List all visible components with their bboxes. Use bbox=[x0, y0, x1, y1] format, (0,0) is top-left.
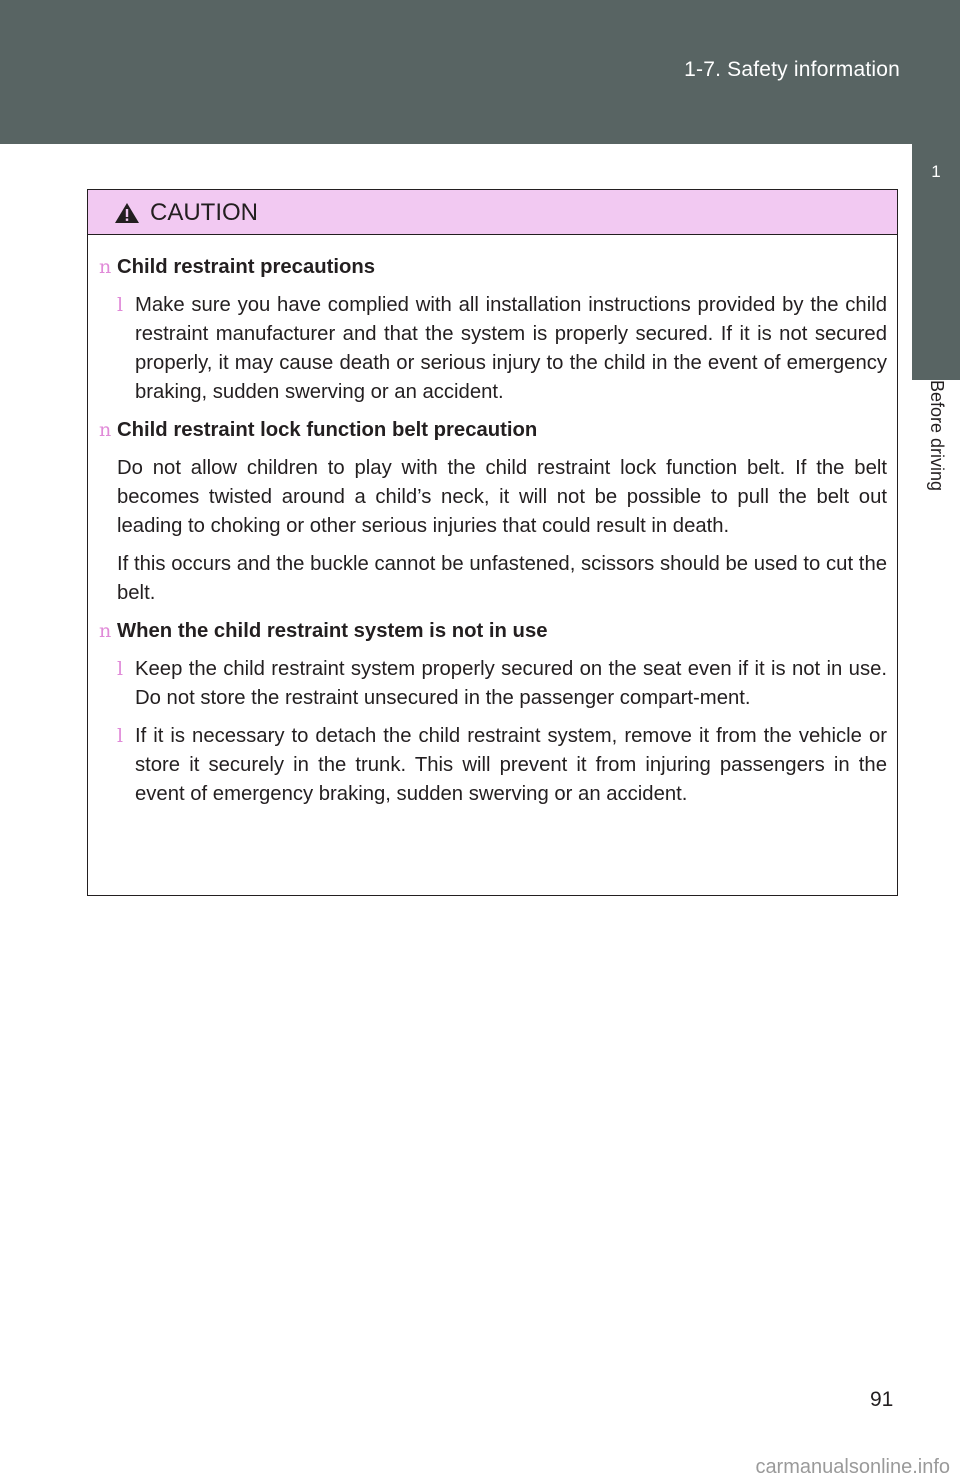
bullet-item bbox=[117, 722, 887, 809]
caution-header bbox=[88, 190, 897, 235]
section-heading: When the child restraint system is not in use bbox=[117, 620, 548, 642]
bullet-text: If it is necessary to detach the child restraint system, remove it from the vehicle or store it securely in the trunk. This will prevent it from injuring passengers in the event of emergency braking, sudden swerving or an accident. bbox=[135, 725, 887, 805]
chapter-tab bbox=[912, 144, 960, 380]
chapter-number: 1 bbox=[931, 162, 941, 181]
section-title: 1-7. Safety information bbox=[684, 58, 900, 81]
section-child-restraint-precautions bbox=[99, 253, 887, 407]
section-heading: Child restraint lock function belt precaution bbox=[117, 419, 538, 441]
page-header bbox=[0, 0, 960, 144]
caution-box bbox=[87, 189, 898, 896]
paragraph: If this occurs and the buckle cannot be unfastened, scissors should be used to cut the belt. bbox=[117, 553, 887, 604]
paragraph: Do not allow children to play with the child restraint lock function belt. If the belt becomes twisted around a child’s neck, it will not be possible to pull the belt out leading to choking or other serious injuries that could result in death. bbox=[117, 457, 887, 537]
warning-triangle-icon bbox=[114, 202, 140, 224]
bullet-marker: l bbox=[117, 725, 124, 747]
section-marker: n bbox=[99, 419, 112, 441]
section-marker: n bbox=[99, 620, 112, 642]
bullet-item bbox=[117, 291, 887, 407]
section-marker: n bbox=[99, 256, 112, 278]
bullet-text: Make sure you have complied with all installation instructions provided by the child restraint manufacturer and that the system is properly secured. If it is not secured properly, it may cause death or serious injury to the child in the event of emergency braking, sudden swerving or an accident. bbox=[135, 294, 887, 403]
bullet-marker: l bbox=[117, 294, 124, 316]
bullet-marker: l bbox=[117, 658, 124, 680]
section-heading: Child restraint precautions bbox=[117, 256, 376, 278]
page-number: 91 bbox=[870, 1388, 894, 1411]
section-lock-function-belt bbox=[99, 416, 887, 608]
caution-title: CAUTION bbox=[150, 199, 258, 226]
bullet-item bbox=[117, 655, 887, 713]
section-not-in-use bbox=[99, 617, 887, 809]
bullet-text: Keep the child restraint system properly secured on the seat even if it is not in use. Do not store the restraint unsecured in the passenger compart-ment. bbox=[135, 658, 887, 709]
watermark-text: carmanualsonline.info bbox=[755, 1456, 950, 1478]
chapter-label: Before driving bbox=[927, 380, 947, 492]
caution-body bbox=[88, 235, 897, 809]
chapter-label-strip bbox=[912, 380, 960, 546]
